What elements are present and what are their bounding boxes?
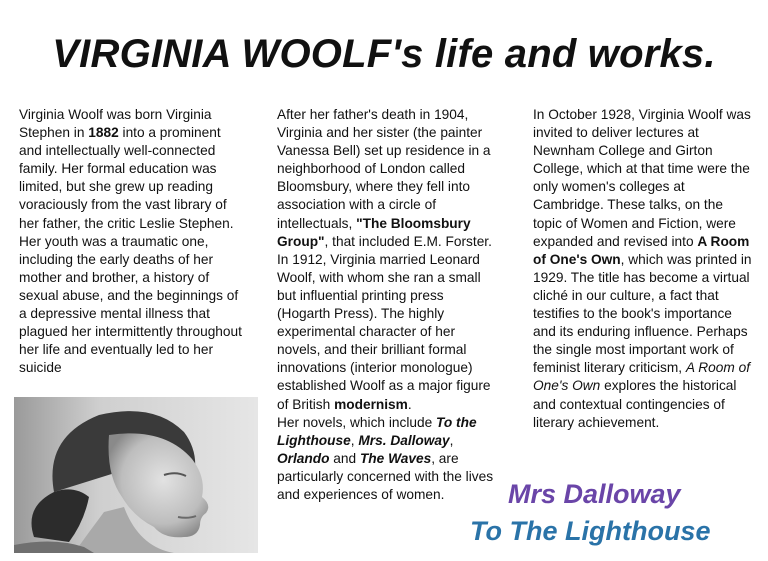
modernism-term: modernism <box>334 396 408 412</box>
portrait-image <box>14 397 258 553</box>
text-run: , are particularly concerned with the lives and experiences of women. <box>277 450 494 502</box>
text-run: Virginia Woolf was born Virginia Stephen in <box>19 107 212 141</box>
novel-title: Orlando <box>277 450 330 466</box>
text-run: , which was printed in 1929. The title has become a virtual cliché in our culture, a fact that testifies to the book's importance and its enduring influence. Perhaps the single most important work of feminist literary criticism, <box>533 251 752 376</box>
text-run: explores the historical and contextual contingencies of literary achievement. <box>533 378 737 430</box>
to-the-lighthouse-caption: To The Lighthouse <box>470 516 711 546</box>
column-room-of-ones-own <box>533 106 755 432</box>
text-run: , that included E.M. Forster. In 1912, Virginia married Leonard Woolf, with whom she ran a small but influential printing press (Hogarth Press). The highly experimental character of her novels, and their brilliant formal innovations (interior monologue) established Woolf as a major figure of British <box>277 233 492 412</box>
text-run: Her novels, which include <box>277 414 437 430</box>
portrait-photo <box>14 397 258 553</box>
text-run: , <box>449 432 454 448</box>
birth-year: 1882 <box>88 125 119 141</box>
paragraph-birth <box>19 106 245 233</box>
page-title: VIRGINIA WOOLF's life and works. <box>52 32 716 76</box>
text-run: , <box>350 432 359 448</box>
text-run: into a prominent and intellectually well-connected family. Her formal education was limited, but she grew up reading voraciously from the vast library of her father, the critic Leslie Stephen. <box>19 125 234 231</box>
paragraph-lectures <box>533 106 755 432</box>
text-run: After her father's death in 1904, Virginia and her sister (the painter Vanessa Bell) set up residence in a neighborhood of London called Bloomsbury, where they fell into association with a circle of intellectuals, <box>277 107 491 231</box>
book-title: A Room of One's Own <box>533 233 750 267</box>
paragraph-youth: Her youth was a traumatic one, including the early deaths of her mother and brother, a history of sexual abuse, and the beginnings of a depressive mental illness that plagued her intermittently throughout her life and eventually led to her suicide <box>19 233 242 376</box>
novel-title: To the Lighthouse <box>277 414 477 448</box>
text-run: In October 1928, Virginia Woolf was invited to deliver lectures at Newnham College and Girton College, which at that time were the only women's colleges at Cambridge. These talks, on the topic of Women and Fiction, were expanded and revised into <box>533 107 751 249</box>
paragraph-bloomsbury <box>277 106 499 414</box>
paragraph-novels <box>277 414 499 504</box>
novel-title: The Waves <box>359 450 432 466</box>
book-title-italic: A Room of One's Own <box>533 360 751 394</box>
mrs-dalloway-caption: Mrs Dalloway <box>508 479 681 509</box>
column-bloomsbury <box>277 106 499 504</box>
column-early-life <box>19 106 245 377</box>
text-run: and <box>329 450 360 466</box>
novel-title: Mrs. Dalloway <box>358 432 450 448</box>
bloomsbury-group-term: "The Bloomsbury Group" <box>277 215 471 249</box>
text-run: . <box>407 396 412 412</box>
